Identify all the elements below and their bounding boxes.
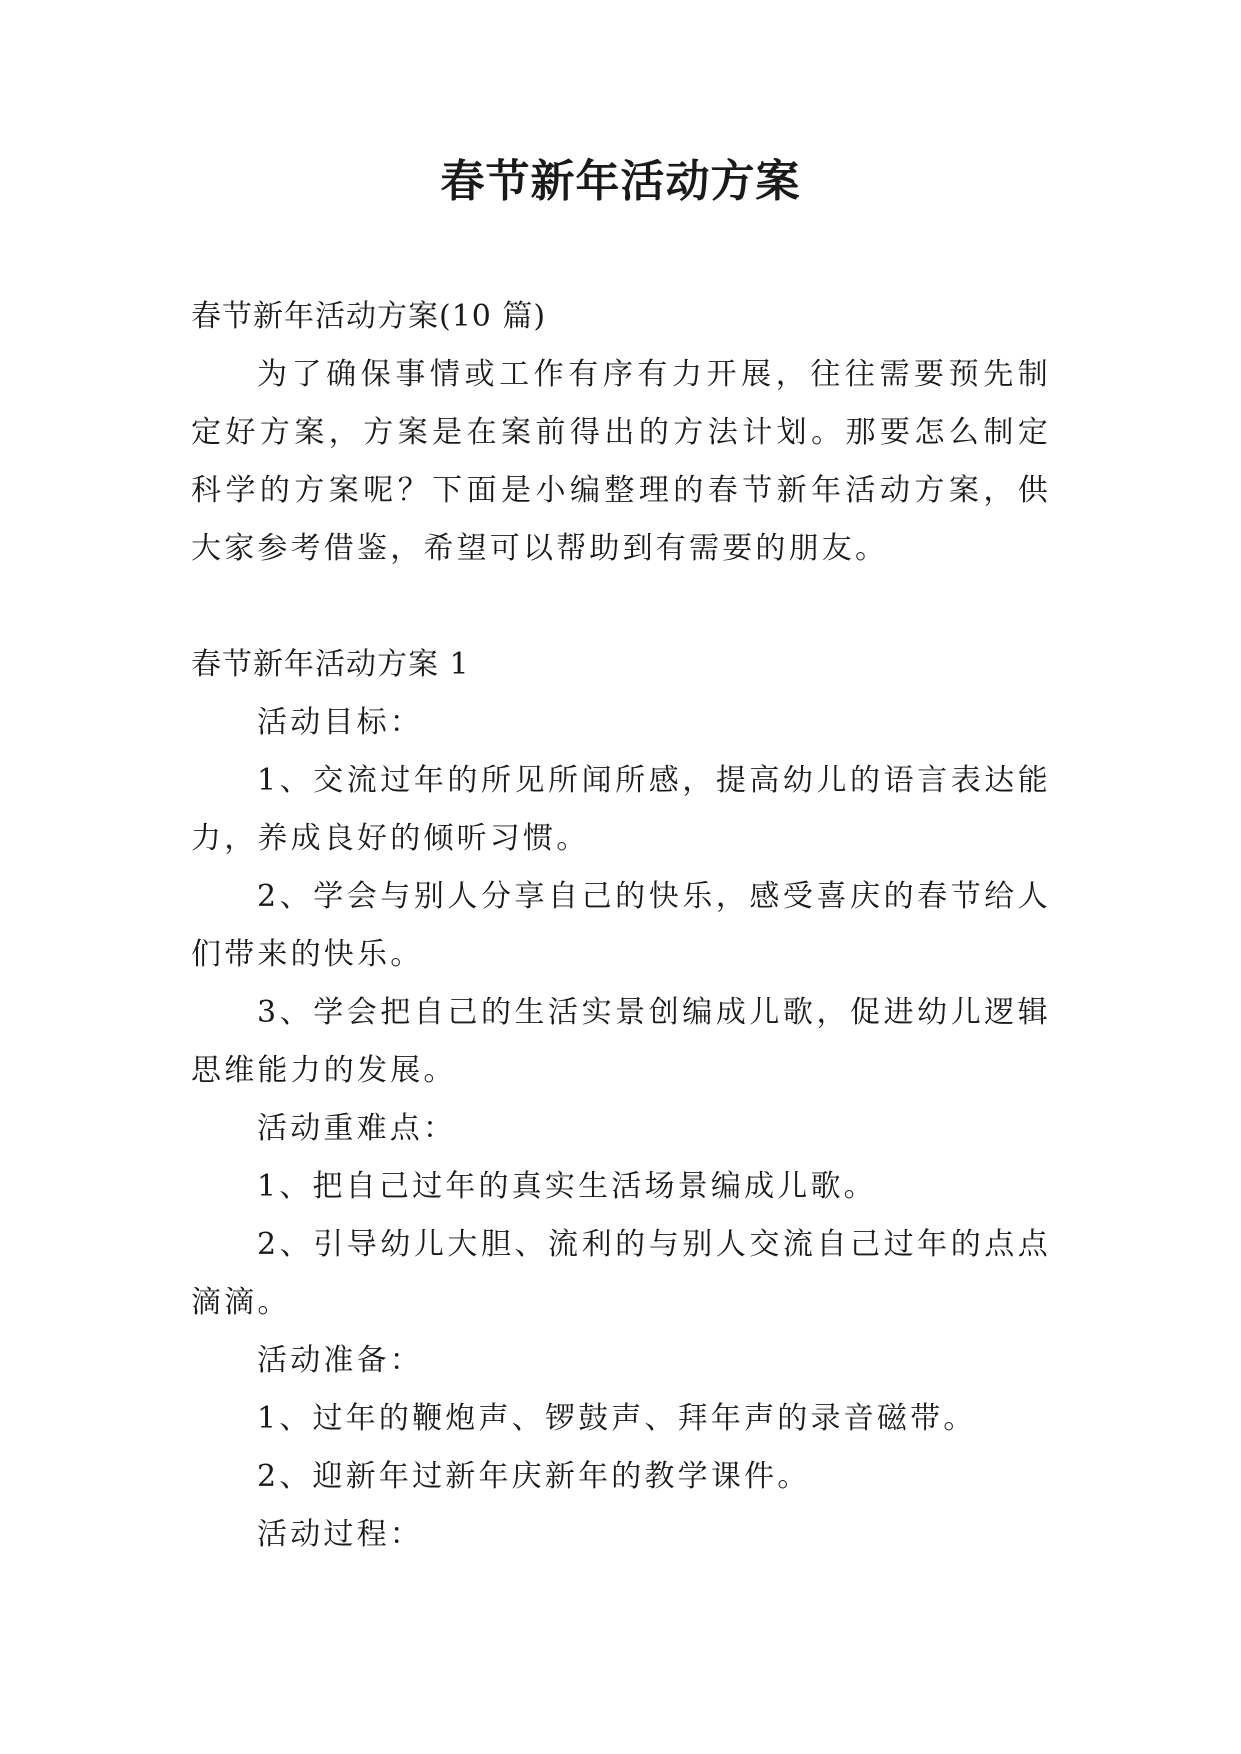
paragraph-process-heading: 活动过程： (257, 1517, 423, 1552)
section-heading: 春节新年活动方案 1 (191, 647, 470, 682)
paragraph-key-points-heading: 活动重难点： (257, 1111, 457, 1146)
paragraph-key-point-1: 1、把自己过年的真实生活场景编成儿歌。 (257, 1169, 877, 1204)
document-subtitle: 春节新年活动方案(10 篇) (191, 299, 547, 334)
document-body (191, 288, 1051, 1564)
paragraph-preparation-heading: 活动准备： (257, 1343, 423, 1378)
paragraph-key-point-2: 2、引导幼儿大胆、流利的与别人交流自己过年的点点滴滴。 (191, 1227, 1051, 1320)
document-title: 春节新年活动方案 (440, 156, 801, 207)
paragraph-goal-3: 3、学会把自己的生活实景创编成儿歌，促进幼儿逻辑思维能力的发展。 (191, 995, 1051, 1088)
paragraph-goal-2: 2、学会与别人分享自己的快乐，感受喜庆的春节给人们带来的快乐。 (191, 879, 1051, 972)
spacer (191, 578, 1051, 636)
paragraph-preparation-1: 1、过年的鞭炮声、锣鼓声、拜年声的录音磁带。 (257, 1401, 977, 1436)
paragraph-goal-1: 1、交流过年的所见所闻所感，提高幼儿的语言表达能力，养成良好的倾听习惯。 (191, 763, 1051, 856)
paragraph-goals-heading: 活动目标： (257, 705, 423, 740)
intro-paragraph: 为了确保事情或工作有序有力开展，往往需要预先制定好方案，方案是在案前得出的方法计划。那要怎么制定科学的方案呢？下面是小编整理的春节新年活动方案，供大家参考借鉴，希望可以帮助到有需要的朋友。 (191, 357, 1051, 566)
paragraph-preparation-2: 2、迎新年过新年庆新年的教学课件。 (257, 1459, 811, 1494)
